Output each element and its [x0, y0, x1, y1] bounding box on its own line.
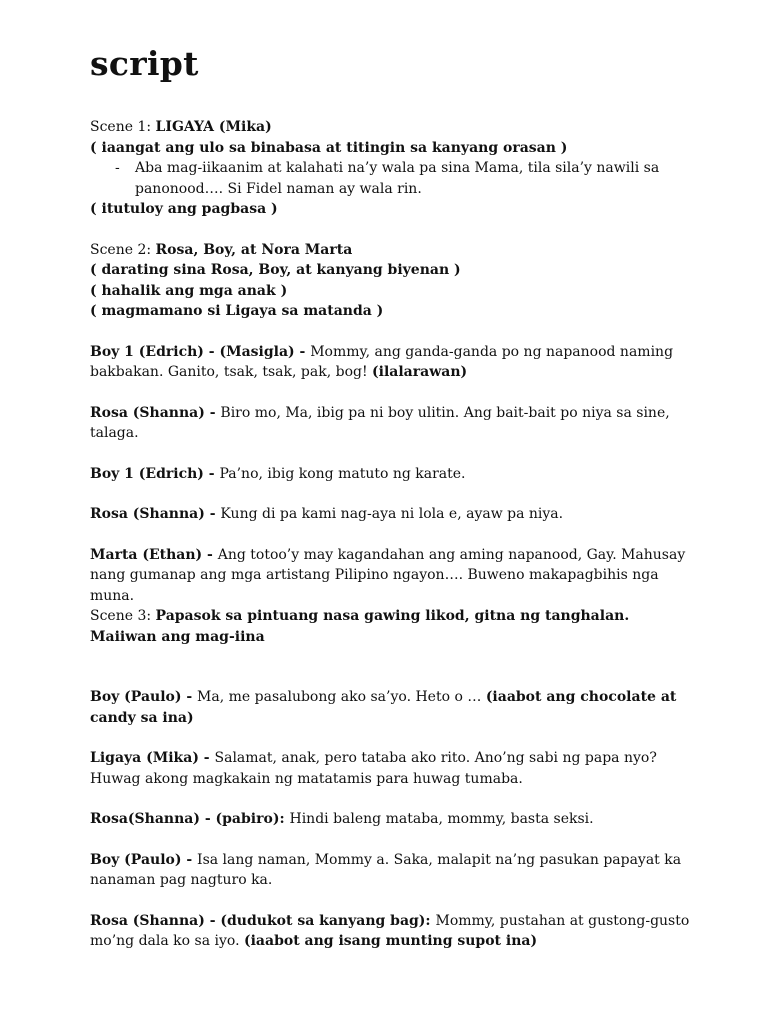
scene-2-direction-2: ( hahalik ang mga anak )	[90, 282, 288, 299]
dialogue-line	[90, 687, 690, 728]
dialogue-text: Mommy, ang ganda-ganda po ng napanood naming bakbakan. Ganito, tsak, tsak, pak, bog!	[90, 343, 674, 380]
speaker: Boy (Paulo) -	[90, 689, 198, 705]
scene-1-block	[90, 117, 690, 220]
dialogue-line	[90, 850, 690, 891]
dialogue-line	[90, 748, 690, 789]
speaker: Boy 1 (Edrich) -	[90, 465, 220, 482]
document-title: script	[90, 44, 199, 83]
speaker: Boy 1 (Edrich) - (Masigla) -	[90, 343, 311, 360]
dialogue-line	[90, 403, 690, 444]
scene-3-label: Scene 3:	[90, 608, 156, 624]
dialogue-line	[90, 464, 690, 485]
scene-1-heading	[90, 117, 690, 138]
speaker: Rosa (Shanna) -	[90, 404, 221, 421]
dialogue-text: Ang totoo’y may kagandahan ang aming napanood, Gay. Mahusay nang gumanap ang mga artistang Pilipino ngayon…. Buweno makapagbihis nga muna.	[90, 546, 686, 604]
stage-direction: (iaabot ang isang munting supot ina)	[243, 933, 538, 949]
bullet-dash: -	[115, 160, 120, 176]
dialogue-text: Salamat, anak, pero tataba ako rito. Ano’ng sabi ng papa nyo? Huwag akong magkakain ng matatamis para huwag tumaba.	[90, 750, 657, 787]
stage-direction: (ilalarawan)	[372, 364, 468, 380]
scene-2-block	[90, 240, 690, 322]
dialogue-text: Kung di pa kami nag-aya ni lola e, ayaw pa niya.	[220, 506, 564, 522]
dialogue-line	[90, 809, 690, 830]
scene-2-direction-3: ( magmamano si Ligaya sa matanda )	[90, 303, 384, 319]
dialogue-line	[90, 342, 690, 383]
speaker: Rosa (Shanna) -	[90, 506, 221, 522]
scene-1-direction-1: ( iaangat ang ulo sa binabasa at titingin sa kanyang orasan )	[90, 139, 568, 156]
dialogue-text: Biro mo, Ma, ibig pa ni boy ulitin. Ang bait-bait po niya sa sine, talaga.	[90, 404, 670, 441]
scene-1-bullet-text: Aba mag-iikaanim at kalahati na’y wala pa sina Mama, tila sila’y nawili sa panonood…. Si Fidel naman ay wala rin.	[135, 160, 660, 197]
spacer	[90, 647, 690, 687]
dialogue-text: Pa’no, ibig kong matuto ng karate.	[219, 465, 466, 482]
dialogue-text: Hindi baleng mataba, mommy, basta seksi.	[289, 811, 594, 827]
dialogue-line	[90, 545, 690, 607]
scene-1-bullet	[90, 158, 690, 199]
scene-1-character: LIGAYA (Mika)	[155, 119, 272, 135]
scene-2-heading	[90, 240, 690, 261]
speaker: Rosa (Shanna) - (dudukot sa kanyang bag):	[90, 912, 436, 929]
scene-2-direction-1: ( darating sina Rosa, Boy, at kanyang biyenan )	[90, 262, 461, 278]
dialogue-text: Mommy, pustahan at gustong-gusto mo’ng dala ko sa iyo.	[90, 912, 690, 949]
speaker: Ligaya (Mika) -	[90, 750, 215, 766]
scene-3-block	[90, 606, 690, 647]
scene-3-direction: Papasok sa pintuang nasa gawing likod, gitna ng tanghalan. Maiiwan ang mag-iina	[90, 608, 630, 645]
scene-1-label: Scene 1:	[90, 119, 156, 135]
dialogue-line	[90, 911, 690, 952]
speaker: Boy (Paulo) -	[90, 851, 198, 868]
scene-2-characters: Rosa, Boy, at Nora Marta	[155, 241, 353, 258]
dialogue-text: Isa lang naman, Mommy a. Saka, malapit na’ng pasukan papayat ka nanaman pag nagturo ka.	[90, 851, 682, 888]
dialogue-text: Ma, me pasalubong ako sa’yo. Heto o …	[197, 689, 486, 705]
speaker: Rosa(Shanna) - (pabiro):	[90, 811, 290, 827]
script-body	[90, 117, 690, 972]
scene-1-direction-2: ( itutuloy ang pagbasa )	[90, 201, 278, 217]
scene-2-label: Scene 2:	[90, 241, 156, 258]
dialogue-line	[90, 504, 690, 525]
stage-direction: (iaabot ang chocolate at candy sa ina)	[90, 689, 677, 726]
speaker: Marta (Ethan) -	[90, 546, 218, 563]
